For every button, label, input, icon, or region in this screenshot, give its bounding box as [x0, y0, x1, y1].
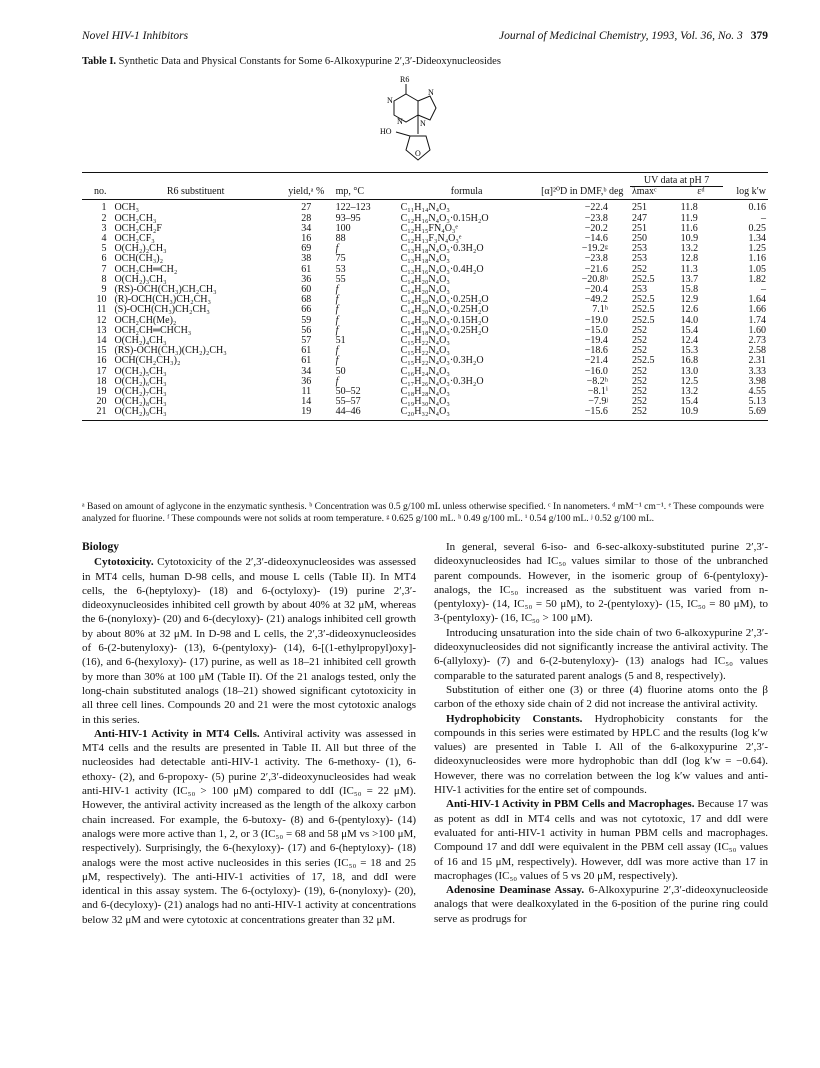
- cell-logk: 5.69: [723, 407, 768, 420]
- cell-logk: –: [761, 212, 766, 224]
- cell-lambda: 252.5: [631, 314, 655, 326]
- cell-substituent: (RS)-OCH(CH₃)(CH₂)₂CH₃: [114, 345, 227, 357]
- cell-substituent: OCH(CH₃)₂: [114, 253, 164, 265]
- cell-no: 20: [96, 396, 107, 408]
- cell-formula: C₁₅H₂₂N₄O₃: [400, 335, 450, 347]
- table-row: [82, 407, 768, 420]
- cell-mp: 44–46: [334, 407, 399, 420]
- cell-substituent: OCH₂CH₃: [114, 212, 157, 224]
- cell-formula: C₁₂H₁₅FN₄O₃ᵉ: [400, 222, 458, 234]
- cell-yield: 36: [301, 273, 312, 285]
- cell-substituent: (R)-OCH(CH₃)CH₂CH₃: [114, 294, 212, 306]
- cell-mp: f: [335, 284, 339, 296]
- ho-label: HO: [380, 127, 392, 136]
- cell-mp: f: [335, 375, 339, 387]
- cell-mp: 122–123: [335, 202, 371, 214]
- cell-formula: C₁₅H₂₂N₄O₃·0.3H₂O: [400, 355, 484, 367]
- cell-formula: C₁₅H₂₂N₄O₃: [400, 345, 450, 357]
- cell-substituent: O(CH₂)₉CH₃: [112, 407, 278, 420]
- cell-formula: C₁₄H₁₈N₄O₃·0.25H₂O: [400, 324, 489, 336]
- cell-no: 7: [101, 263, 107, 275]
- col-header-logk: log k′w: [723, 187, 768, 200]
- cell-formula: C₁₄H₂₀N₄O₃·0.15H₂O: [400, 314, 489, 326]
- cell-no: 3: [101, 222, 107, 234]
- cell-rotation: −7.9ʲ: [588, 396, 608, 408]
- cell-substituent: O(CH₂)₂CH₃: [114, 243, 167, 255]
- cell-yield: 61: [301, 355, 312, 367]
- paragraph-adenosine-deaminase: [434, 883, 768, 926]
- paragraph-hydrophobicity: [434, 712, 768, 798]
- running-head-title: Novel HIV-1 Inhibitors: [82, 30, 189, 42]
- cell-no: 9: [101, 284, 107, 296]
- cell-yield: 36: [301, 375, 312, 387]
- cell-lambda: 247: [631, 212, 647, 224]
- cell-epsilon: 13.7: [680, 273, 699, 285]
- cell-logk: 2.58: [748, 345, 766, 357]
- paragraph-pbm-macrophages: [434, 797, 768, 883]
- cell-substituent: (RS)-OCH(CH₃)CH₂CH₃: [114, 284, 217, 296]
- uv-group-header: UV data at pH 7: [630, 173, 723, 187]
- cell-formula: C₁₂H₁₆N₄O₃·0.15H₂O: [400, 212, 489, 224]
- paragraph-body: 6-Alkoxypurine 2′,3′-dideoxynucleoside analogs that were dealkoxylated in the 6-position of the purine ring could serve as prodrugs for: [434, 884, 768, 925]
- cell-epsilon: 16.8: [680, 355, 699, 367]
- cell-formula: C₁₉H₃₀N₄O₃: [400, 396, 450, 408]
- cell-epsilon: 15.8: [680, 284, 699, 296]
- data-table: [82, 172, 768, 421]
- table-title: Synthetic Data and Physical Constants for Some 6-Alkoxypurine 2′,3′-Dideoxynucleosides: [118, 56, 501, 67]
- n9-label: N: [420, 119, 426, 128]
- cell-formula: C₁₂H₁₃F₃N₄O₃ᵉ: [400, 233, 462, 245]
- right-column: [434, 540, 768, 926]
- cell-rotation: −19.2ᵍ: [581, 243, 608, 255]
- cell-lambda: 252: [631, 263, 647, 275]
- cell-rotation: −16.0: [584, 365, 608, 377]
- cell-formula: C₁₃H₁₆N₄O₃·0.4H₂O: [400, 263, 484, 275]
- cell-lambda: 252: [631, 365, 647, 377]
- paragraph-cytotoxicity: [82, 555, 416, 727]
- cell-rotation: −20.8ʰ: [581, 273, 608, 285]
- cell-formula: C₁₄H₂₀N₄O₃: [400, 284, 450, 296]
- paragraph-unsaturation: Introducing unsaturation into the side chain of two 6-alkoxypurine 2′,3′-dideoxynucleosides did not significantly increase the antiviral activity. The 6-(allyloxy)- (7) and 6-(2-butenyloxy)- (13) analogs had IC₅₀ values comparable to the saturated parent analogs (5 and 8, respectively).: [434, 626, 768, 682]
- cell-rotation: −15.6: [535, 407, 630, 420]
- cell-epsilon: 15.4: [680, 396, 699, 408]
- cell-epsilon: 10.9: [680, 233, 699, 245]
- cell-mp: f: [335, 304, 339, 316]
- running-head: [82, 30, 768, 46]
- cell-no: 12: [96, 314, 107, 326]
- cell-yield: 60: [301, 284, 312, 296]
- paragraph-body: Hydrophobicity constants for the compounds in this series were estimated by HPLC and the results (log k′w values) are presented in Table I. All of the 6-alkoxypurine 2′,3′-dideoxynucleosides were more hydrophobic than ddI (log k′w = −0.64). However, there was no correlation between the log k′w values and anti-HIV-1 activities for the entire set of compounds.: [434, 712, 768, 797]
- cell-no: 15: [96, 345, 107, 357]
- running-head-journal: [499, 30, 768, 42]
- cell-lambda: 253: [631, 284, 647, 296]
- cell-yield: 38: [301, 253, 312, 265]
- cell-rotation: −20.4: [584, 284, 608, 296]
- cell-substituent: O(CH₂)₄CH₃: [114, 335, 167, 347]
- cell-no: 1: [101, 202, 107, 214]
- cell-lambda: 252.5: [631, 304, 655, 316]
- cell-no: 8: [101, 273, 107, 285]
- cell-yield: 16: [301, 233, 312, 245]
- paragraph-body: Antiviral activity was assessed in MT4 cells and the results are presented in Table II. All but three of the nucleosides had detectable anti-HIV-1 activity. The 6-methoxy- (1), 6-ethoxy- (2), and 6-propoxy- (5) purine 2′,3′-dideoxynucleosides had weak anti-HIV-1 activity (IC₅₀ > 100 μM) compared to ddI (IC₅₀ = 22 μM). However, the antiviral activity increased as the length of the alkoxy carbon chain increased. For example, the 6-butoxy- (8) and 6-(pentyloxy)- (14) analogs were more active than 1, 2, or 3 (IC₅₀ = 68 and 58 μM vs >100 μM, respectively). Surprisingly, the 6-(hexyloxy)- (17) and 6-(heptyloxy)- (18) analogs were the most active nucleosides in this series (IC₅₀ = 18 and 25 μM, respectively). The anti-HIV-1 activities of 17, 18, and ddI were identical in this assay system. The 6-(octyloxy)- (19), 6-(nonyloxy)- (20), and 6-(decyloxy)- (21) analogs had no anti-HIV-1 activity at concentrations below 32 μM and were cytotoxic at concentrations greater than 32 μM.: [82, 727, 416, 926]
- cell-rotation: −21.6: [584, 263, 608, 275]
- cell-epsilon: 13.2: [680, 243, 699, 255]
- cell-lambda: 253: [631, 243, 647, 255]
- cell-no: 11: [96, 304, 107, 316]
- cell-no: 14: [96, 335, 107, 347]
- cell-formula: C₁₄H₂₀N₄O₃: [400, 273, 450, 285]
- imidazole-ring: [418, 96, 436, 120]
- cell-yield: 61: [301, 263, 312, 275]
- cell-yield: 69: [301, 243, 312, 255]
- cell-rotation: −19.0: [584, 314, 608, 326]
- table-caption: [82, 56, 782, 67]
- cell-substituent: (S)-OCH(CH₃)CH₂CH₃: [114, 304, 210, 316]
- cell-yield: 57: [301, 335, 312, 347]
- cell-lambda: 252.5: [631, 294, 655, 306]
- paragraph-lead: Anti-HIV-1 Activity in PBM Cells and Macrophages.: [446, 798, 695, 811]
- cell-logk: 3.33: [748, 365, 766, 377]
- paragraph-anti-hiv-mt4: [82, 727, 416, 927]
- cell-no: 6: [101, 253, 107, 265]
- cell-rotation: −14.6: [584, 233, 608, 245]
- paragraph-branched: In general, several 6-iso- and 6-sec-alkoxy-substituted purine 2′,3′-dideoxynucleosides had IC₅₀ values similar to those of the unbranched parent compounds. However, in the isomeric group of 6-(pentyloxy)- analogs, the IC₅₀ increased as the substituent was varied from n-(pentyloxy)- (14, IC₅₀ = 50 μM), to 2-(pentyloxy)- (15, IC₅₀ = 80 μM), to 3-(pentyloxy)- (16, IC₅₀ > 100 μM).: [434, 541, 768, 625]
- cell-rotation: −15.0: [584, 324, 608, 336]
- cell-logk: 1.74: [748, 314, 766, 326]
- table-body: [82, 200, 768, 420]
- cell-mp: f: [335, 345, 339, 357]
- table-label: Table I.: [82, 56, 117, 67]
- paragraph-fluorine: Substitution of either one (3) or three (4) fluorine atoms onto the β carbon of the ethoxy side chain of 2 did not increase the antiviral activity.: [434, 683, 768, 711]
- cell-substituent: OCH₂CH═CHCH₃: [114, 324, 192, 336]
- cell-rotation: −21.4: [584, 355, 608, 367]
- cell-mp: 50: [335, 365, 346, 377]
- cell-epsilon: 12.8: [680, 253, 699, 265]
- table-footnotes: ᵃ Based on amount of aglycone in the enzymatic synthesis. ᵇ Concentration was 0.5 g/100 mL unless otherwise specified. ᶜ In nanometers. ᵈ mM⁻¹ cm⁻¹. ᵉ These compounds were analyzed for fluorine. ᶠ These compounds were not solids at room temperature. ᵍ 0.625 g/100 mL. ʰ 0.49 g/100 mL. ⁱ 0.54 g/100 mL. ʲ 0.52 g/100 mL.: [82, 501, 764, 524]
- col-header-mp: mp, °C: [334, 187, 399, 200]
- cell-formula: C₁₆H₂₄N₄O₃: [400, 365, 450, 377]
- cell-mp: 51: [335, 335, 346, 347]
- cell-no: 13: [96, 324, 107, 336]
- cell-substituent: OCH₂CH(Me)₂: [114, 314, 177, 326]
- cell-no: 10: [96, 294, 107, 306]
- cell-yield: 28: [301, 212, 312, 224]
- cell-lambda: 252: [631, 396, 647, 408]
- cell-yield: 66: [301, 304, 312, 316]
- cell-lambda: 252.5: [631, 355, 655, 367]
- cell-formula: C₁₇H₂₆N₄O₃·0.3H₂O: [400, 375, 484, 387]
- cell-epsilon: 15.4: [680, 324, 699, 336]
- cell-yield: 68: [301, 294, 312, 306]
- cell-mp: f: [335, 243, 339, 255]
- cell-no: 16: [96, 355, 107, 367]
- cell-formula: C₁₃H₁₈N₄O₃: [400, 253, 450, 265]
- left-column: [82, 540, 416, 927]
- cell-formula: C₁₃H₁₈N₄O₃·0.3H₂O: [400, 243, 484, 255]
- cell-lambda: 250: [631, 233, 647, 245]
- cell-logk: 1.16: [748, 253, 766, 265]
- page-number: 379: [750, 30, 768, 42]
- cell-substituent: OCH₂CF₃: [114, 233, 155, 245]
- paragraph-body: Because 17 was as potent as ddI in MT4 cells and was not cytotoxic, 17 and ddI were evaluated for anti-HIV-1 activity in human PBM cells and macrophages. Compound 17 and ddI were equivalent in the PBM cell assay (IC₅₀ values of 16 and 15 μM, respectively). However, ddI was more active than 17 in macrophages (IC₅₀ values of 5 vs 20 μM, respectively).: [434, 798, 768, 882]
- cell-mp: 55–57: [335, 396, 361, 408]
- cell-formula: C₁₄H₂₀N₄O₃·0.25H₂O: [400, 294, 489, 306]
- cell-logk: 0.16: [748, 202, 766, 214]
- cell-logk: 1.60: [748, 324, 766, 336]
- cell-substituent: O(CH₂)₇CH₃: [114, 386, 167, 398]
- cell-logk: 2.73: [748, 335, 766, 347]
- cell-logk: –: [761, 284, 766, 296]
- cell-epsilon: 12.4: [680, 335, 699, 347]
- col-header-formula: formula: [399, 187, 535, 200]
- n7-label: N: [428, 88, 434, 97]
- cell-epsilon: 14.0: [680, 314, 699, 326]
- cell-rotation: −22.4: [584, 202, 608, 214]
- cell-no: 18: [96, 375, 107, 387]
- cell-formula: C₁₁H₁₄N₄O₃: [400, 202, 450, 214]
- cell-no: 17: [96, 365, 107, 377]
- cell-lambda: 251: [631, 202, 647, 214]
- cell-mp: f: [335, 355, 339, 367]
- paragraph-lead: Anti-HIV-1 Activity in MT4 Cells.: [94, 727, 260, 740]
- cell-mp: 53: [335, 263, 346, 275]
- cell-lambda: 251: [631, 222, 647, 234]
- cell-substituent: OCH₃: [114, 202, 140, 214]
- cell-rotation: −19.4: [584, 335, 608, 347]
- cell-mp: 100: [335, 222, 351, 234]
- col-header-yield: yield,ᵃ %: [279, 187, 334, 200]
- paragraph-body: Cytotoxicity of the 2′,3′-dideoxynucleosides was assessed in MT4 cells, human D-98 cells, and mouse L cells (Table II). In MT4 cells, the 6-(heptyloxy)- (18) and 6-(octyloxy)- (19) purine 2′,3′-dideoxynucleosides inhibited cell growth by about 40% at 32 μM, whereas the 6-(nonyloxy)- (20) and 6-(decyloxy)- (21) analogs inhibited cell growth by about 80% at 32 μM. In D-98 and L cells, the 2′,3′-dideoxynucleosides of 6-(2-butenyloxy)- (13), 6-(pentyloxy)- (14), 6-[(1-ethylpropyl)oxy]- (16), and 6-(hexyloxy)- (17) purine, as well as 18–21 inhibited cell growth by more than 30% at 100 μM (Table II). Of the 21 analogs tested, only the long-chain substituted analogs (18–21) showed significant cytotoxicity in all three cell lines. Compounds 20 and 21 were the most cytotoxic analogs in this series.: [82, 556, 416, 726]
- cell-substituent: OCH₂CH₂F: [114, 222, 162, 234]
- cell-yield: 59: [301, 314, 312, 326]
- cell-substituent: O(CH₂)₆CH₃: [114, 375, 167, 387]
- cell-lambda: 252: [631, 375, 647, 387]
- n1-label: N: [387, 96, 393, 105]
- cell-mp: f: [335, 324, 339, 336]
- cell-epsilon: 12.5: [680, 375, 699, 387]
- cell-logk: 1.82: [748, 273, 766, 285]
- cell-yield: 19: [279, 407, 334, 420]
- r6-label: R6: [400, 75, 410, 84]
- col-header-no: no.: [82, 187, 112, 200]
- cell-yield: 11: [301, 386, 312, 398]
- table-group-header-row: [82, 173, 768, 187]
- cell-logk: 1.05: [748, 263, 766, 275]
- cell-logk: 3.98: [748, 375, 766, 387]
- cell-logk: 2.31: [748, 355, 766, 367]
- table-row: [82, 200, 768, 214]
- cell-formula: C₂₀H₃₂N₄O₃: [399, 407, 535, 420]
- cell-logk: 0.25: [748, 222, 766, 234]
- cell-epsilon: 11.9: [680, 212, 698, 224]
- cell-lambda: 252: [630, 407, 679, 420]
- cell-rotation: −8.1ⁱ: [587, 386, 608, 398]
- ch2-bond: [396, 132, 410, 136]
- cell-epsilon: 12.9: [680, 294, 699, 306]
- paragraph-lead: Hydrophobicity Constants.: [446, 712, 583, 725]
- cell-mp: f: [335, 314, 339, 326]
- cell-logk: 4.55: [748, 386, 766, 398]
- cell-lambda: 252.5: [631, 273, 655, 285]
- cell-rotation: −20.2: [584, 222, 608, 234]
- cell-substituent: OCH(CH₂CH₃)₂: [114, 355, 181, 367]
- cell-mp: f: [335, 294, 339, 306]
- cell-epsilon: 11.8: [680, 202, 698, 214]
- cell-substituent: O(CH₂)₅CH₃: [114, 365, 167, 377]
- cell-yield: 14: [301, 396, 312, 408]
- cell-mp: 93–95: [335, 212, 361, 224]
- cell-logk: 1.66: [748, 304, 766, 316]
- cell-epsilon: 11.6: [680, 222, 698, 234]
- cell-substituent: O(CH₂)₈CH₃: [114, 396, 167, 408]
- col-header-lambda: λmaxᶜ: [630, 187, 679, 200]
- cell-mp: 75: [335, 253, 346, 265]
- cell-lambda: 253: [631, 253, 647, 265]
- cell-rotation: −49.2: [584, 294, 608, 306]
- col-header-rotation: [α]²⁰D in DMF,ᵇ deg: [535, 187, 630, 200]
- cell-lambda: 252: [631, 345, 647, 357]
- cell-epsilon: 15.3: [680, 345, 699, 357]
- paragraph-lead: Cytotoxicity.: [94, 556, 154, 569]
- cell-mp: 50–52: [335, 386, 361, 398]
- cell-yield: 34: [301, 222, 312, 234]
- data-table-wrapper: [82, 172, 768, 421]
- cell-substituent: O(CH₂)₃CH₃: [114, 273, 167, 285]
- cell-no: 21: [82, 407, 112, 420]
- cell-mp: 55: [335, 273, 346, 285]
- cell-epsilon: 11.3: [680, 263, 698, 275]
- section-heading-biology: Biology: [82, 541, 120, 553]
- cell-logk: 5.13: [748, 396, 766, 408]
- table-header-row: [82, 187, 768, 200]
- cell-formula: C₁₈H₂₈N₄O₃: [400, 386, 450, 398]
- cell-substituent: OCH₂CH═CH₂: [114, 263, 178, 275]
- ring-o-label: O: [415, 149, 421, 158]
- cell-logk: 1.25: [748, 243, 766, 255]
- cell-yield: 56: [301, 324, 312, 336]
- col-header-epsilon: εᵈ: [679, 187, 724, 200]
- cell-logk: 1.34: [748, 233, 766, 245]
- cell-yield: 34: [301, 365, 312, 377]
- n3-label: N: [397, 117, 403, 126]
- cell-no: 5: [101, 243, 107, 255]
- cell-rotation: −18.6: [584, 345, 608, 357]
- cell-mp: 88: [335, 233, 346, 245]
- cell-epsilon: 13.2: [680, 386, 699, 398]
- cell-lambda: 252: [631, 386, 647, 398]
- cell-no: 4: [101, 233, 107, 245]
- cell-epsilon: 12.6: [680, 304, 699, 316]
- cell-yield: 27: [301, 202, 312, 214]
- cell-formula: C₁₄H₂₀N₄O₃·0.25H₂O: [400, 304, 489, 316]
- paragraph-lead: Adenosine Deaminase Assay.: [446, 884, 585, 897]
- cell-epsilon: 13.0: [680, 365, 699, 377]
- cell-lambda: 252: [631, 335, 647, 347]
- cell-rotation: 7.1ʰ: [592, 304, 608, 316]
- chemical-structure: [370, 72, 460, 172]
- journal-citation: Journal of Medicinal Chemistry, 1993, Vol. 36, No. 3: [499, 30, 743, 42]
- cell-no: 2: [101, 212, 107, 224]
- cell-epsilon: 10.9: [679, 407, 724, 420]
- cell-logk: 1.64: [748, 294, 766, 306]
- cell-rotation: −23.8: [584, 253, 608, 265]
- cell-no: 19: [96, 386, 107, 398]
- cell-yield: 61: [301, 345, 312, 357]
- col-header-substituent: R6 substituent: [112, 187, 278, 200]
- cell-rotation: −8.2ʰ: [586, 375, 608, 387]
- cell-rotation: −23.8: [584, 212, 608, 224]
- cell-lambda: 252: [631, 324, 647, 336]
